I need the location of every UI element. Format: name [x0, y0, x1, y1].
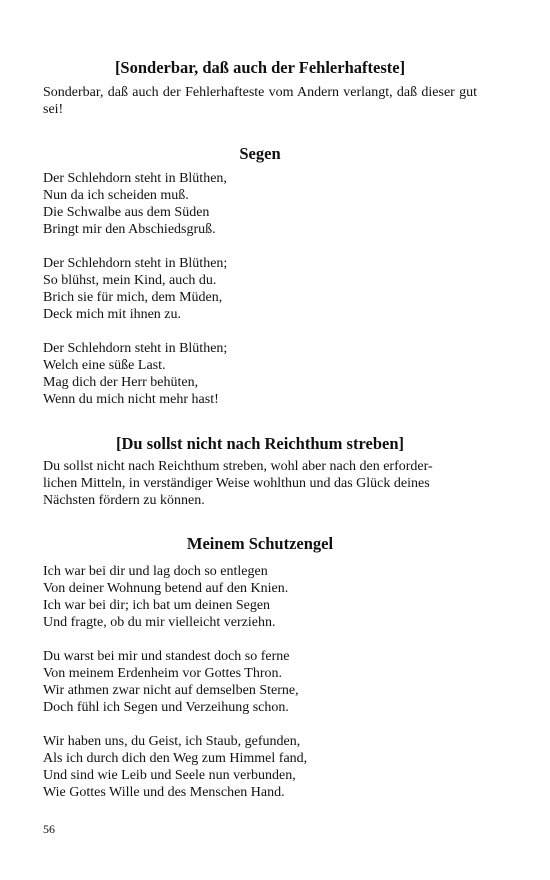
stanza	[43, 340, 477, 408]
prose-line: Du sollst nicht nach Reichthum streben, wohl aber nach den erforder-	[43, 459, 433, 474]
stanza	[43, 563, 477, 631]
poem-line: Als ich durch dich den Weg zum Himmel fand,	[43, 751, 308, 766]
stanza-gap	[43, 716, 477, 733]
section-title: [Du sollst nicht nach Reichthum streben]	[115, 434, 404, 453]
poem-line: Bringt mir den Abschiedsgruß.	[43, 222, 216, 237]
poem-line: Von meinem Erdenheim vor Gottes Thron.	[43, 666, 282, 681]
poem-line: Ich war bei dir; ich bat um deinen Segen	[43, 598, 271, 613]
stanza-gap	[43, 323, 477, 340]
stanza-gap	[43, 631, 477, 648]
poem-line: Der Schlehdorn steht in Blüthen;	[43, 341, 228, 356]
poem-line: Deck mich mit ihnen zu.	[43, 307, 182, 322]
stanza-gap	[43, 238, 477, 255]
poem-line: Doch fühl ich Segen und Verzeihung schon.	[43, 700, 289, 715]
prose-line: lichen Mitteln, in verständiger Weise wohlthun und das Glück deines	[43, 476, 430, 491]
poem-line: Wie Gottes Wille und des Menschen Hand.	[43, 785, 285, 800]
poem-line: Der Schlehdorn steht in Blüthen;	[43, 256, 228, 271]
prose-paragraph	[43, 458, 477, 509]
poem-line: Mag dich der Herr behüten,	[43, 375, 199, 390]
section-title: [Sonderbar, daß auch der Fehlerhafteste]	[114, 58, 406, 77]
poem-line: Die Schwalbe aus dem Süden	[43, 205, 210, 220]
poem-line: Von deiner Wohnung betend auf den Knien.	[43, 581, 289, 596]
poem-title: Meinem Schutzengel	[186, 534, 334, 553]
stanza	[43, 733, 477, 801]
poem-line: Brich sie für mich, dem Müden,	[43, 290, 223, 305]
poem-line: Du warst bei mir und standest doch so ferne	[43, 649, 290, 664]
stanza	[43, 648, 477, 716]
stanza	[43, 170, 477, 238]
poem-line: So blühst, mein Kind, auch du.	[43, 273, 217, 288]
poem-line: Welch eine süße Last.	[43, 358, 166, 373]
poem-title: Segen	[239, 144, 281, 163]
poem-line: Und sind wie Leib und Seele nun verbunden,	[43, 768, 296, 783]
page-number: 56	[43, 822, 55, 836]
prose-line: Nächsten fördern zu können.	[43, 493, 205, 508]
poem-line: Der Schlehdorn steht in Blüthen,	[43, 171, 227, 186]
stanza	[43, 255, 477, 323]
poem-line: Wir haben uns, du Geist, ich Staub, gefunden,	[43, 734, 301, 749]
poem-line: Wir athmen zwar nicht auf demselben Sterne,	[43, 683, 299, 698]
poem-line: Und fragte, ob du mir vielleicht verziehn.	[43, 615, 276, 630]
poem-line: Nun da ich scheiden muß.	[43, 188, 189, 203]
poem-line: Ich war bei dir und lag doch so entlegen	[43, 564, 268, 579]
page-body	[43, 50, 477, 801]
prose-paragraph: Sonderbar, daß auch der Fehlerhafteste vom Andern verlangt, daß dieser gut sei!	[43, 85, 477, 117]
poem-line: Wenn du mich nicht mehr hast!	[43, 392, 219, 407]
